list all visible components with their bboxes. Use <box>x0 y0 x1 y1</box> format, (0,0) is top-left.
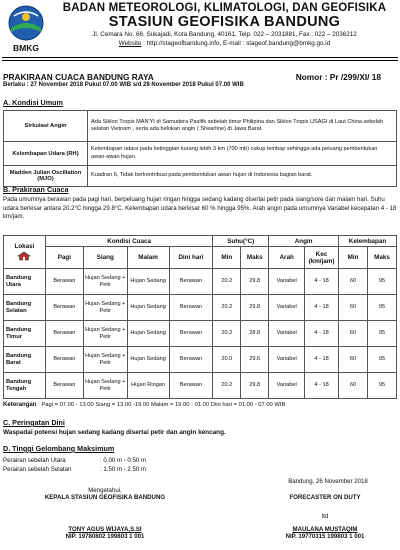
cell-suhu-maks: 29.8 <box>241 269 269 295</box>
left-signature-block <box>20 487 190 501</box>
cell-siang: Hujan Sedang + Petir <box>83 321 127 347</box>
cell-pagi: Berawan <box>45 373 83 399</box>
cell-rh-maks: 95 <box>367 269 396 295</box>
cell-location: Bandung Utara <box>4 269 46 295</box>
cell-siang: Hujan Sedang + Petir <box>83 295 127 321</box>
condition-value: Kelembapan udara pada ketinggian kurang lebih 3 km (700 mb) cukup lembap sehingga ada peluang pembentukan awan-awan hujan. <box>88 142 397 166</box>
cell-kecepatan-angin: 4 - 18 <box>305 321 339 347</box>
cell-rh-maks: 95 <box>367 347 396 373</box>
cell-pagi: Berawan <box>45 295 83 321</box>
agency-name: BADAN METEOROLOGI, KLIMATOLOGI, DAN GEOFISIKA <box>62 2 387 14</box>
header-lokasi-label: Lokasi <box>14 243 35 250</box>
cell-rh-maks: 95 <box>367 321 396 347</box>
table-row <box>4 111 397 142</box>
wave-label: Perairan sebelah Selatan <box>3 466 72 473</box>
legend-text: : Pagi = 07.00 - 13.00 Siang = 13.00 -19.00 Malam = 19.00 - 01.00 Dini hari = 01.00 - 07.00 WIB <box>38 402 286 408</box>
cell-location: Bandung Tengah <box>4 373 46 399</box>
cell-dini-hari: Berawan <box>169 321 213 347</box>
left-greeting: Mengetahui, <box>88 487 122 494</box>
cell-dini-hari: Berawan <box>169 373 213 399</box>
right-title: FORECASTER ON DUTY <box>289 494 361 501</box>
table-header-row <box>4 236 397 247</box>
cell-malam: Hujan Sedang <box>127 295 169 321</box>
cell-malam: Hujan Ringan <box>127 373 169 399</box>
cell-suhu-maks: 29.8 <box>241 373 269 399</box>
cell-kecepatan-angin: 4 - 18 <box>305 295 339 321</box>
header-angin: Angin <box>269 236 339 247</box>
cell-dini-hari: Berawan <box>169 347 213 373</box>
wave-value: : 0.00 m - 0.50 m <box>100 457 147 464</box>
cell-arah-angin: Variabel <box>269 295 305 321</box>
cell-arah-angin: Variabel <box>269 269 305 295</box>
cell-suhu-min: 20.2 <box>213 373 241 399</box>
address-line: Jl. Cemara No. 66, Sukajadi, Kota Bandung, 40161, Telp. 022 – 2031881, Fax : 022 – 2036212 <box>92 31 357 38</box>
website-label: Website <box>118 39 142 47</box>
header-siang: Siang <box>83 247 127 269</box>
cell-pagi: Berawan <box>45 269 83 295</box>
wave-value: : 1.50 m - 2.50 m <box>100 466 147 473</box>
cell-rh-min: 60 <box>339 373 368 399</box>
condition-label: Sirkulasi Angin <box>4 111 88 142</box>
wave-row-south <box>3 466 147 473</box>
section-a-heading: A. Kondisi Umum <box>3 98 63 107</box>
cell-suhu-min: 20.0 <box>213 347 241 373</box>
cell-pagi: Berawan <box>45 321 83 347</box>
header-arah: Arah <box>269 247 305 269</box>
cell-arah-angin: Variabel <box>269 347 305 373</box>
header-suhu: Suhu(°C) <box>213 236 269 247</box>
condition-value: Ada Siklon Tropis MAN'YI di Samudera Pasifik sebelah timur Philipina dan Siklon Tropis USAGI di Laut China sebelah selatan Vietnam , serta ada belokan angin ( Shearline) di Jawa Barat. <box>88 111 397 142</box>
svg-text:BMKG: BMKG <box>13 43 39 53</box>
header-kondisi-cuaca: Kondisi Cuaca <box>45 236 212 247</box>
table-subheader-row <box>4 247 397 269</box>
table-row <box>4 373 397 399</box>
condition-label: Madden Julian Oscillation (MJO) <box>4 166 88 187</box>
cell-suhu-min: 20.2 <box>213 321 241 347</box>
right-nip: NIP. 19770315 199803 1 001 <box>285 533 365 540</box>
cell-location: Bandung Timur <box>4 321 46 347</box>
cell-malam: Hujan Sedang <box>127 321 169 347</box>
header-suhu-maks: Maks <box>241 247 269 269</box>
cell-pagi: Berawan <box>45 347 83 373</box>
cell-suhu-maks: 29.8 <box>241 295 269 321</box>
cell-malam: Hujan Sedang <box>127 269 169 295</box>
website-text[interactable]: : http://stageofbandung.info, E-mail : stageof.bandung@bmkg.go.id <box>143 39 331 47</box>
cell-rh-maks: 95 <box>367 295 396 321</box>
cell-kecepatan-angin: 4 - 18 <box>305 373 339 399</box>
wave-label: Perairan sebelah Utara <box>3 457 66 464</box>
cell-malam: Hujan Sedang <box>127 347 169 373</box>
table-row <box>4 269 397 295</box>
section-d-heading: D. Tinggi Gelombang Maksimum <box>3 444 115 453</box>
station-address <box>52 31 397 48</box>
cell-location: Bandung Barat <box>4 347 46 373</box>
table-row <box>4 166 397 187</box>
cell-suhu-maks: 28.8 <box>241 321 269 347</box>
cell-siang: Hujan Sedang + Petir <box>83 373 127 399</box>
cell-location: Bandung Selatan <box>4 295 46 321</box>
left-title: KEPALA STASIUN GEOFISIKA BANDUNG <box>44 494 166 501</box>
cell-dini-hari: Berawan <box>169 295 213 321</box>
station-name: STASIUN GEOFISIKA BANDUNG <box>108 14 341 30</box>
header-rule <box>2 57 398 58</box>
header-malam: Malam <box>127 247 169 269</box>
table-row <box>4 295 397 321</box>
forecast-title-text: PRAKIRAAN CUACA BANDUNG RAYA <box>3 72 154 82</box>
header-rh-maks: Maks <box>367 247 396 269</box>
forecast-table <box>3 235 397 399</box>
general-conditions-table <box>3 110 397 187</box>
right-name: MAULANA MUSTAQIM <box>292 526 358 533</box>
cell-rh-min: 60 <box>339 295 368 321</box>
validity-period: Berlaku : 27 November 2018 Pukul 07.00 WIB s/d 28 November 2018 Pukul 07.00 WIB <box>3 82 244 88</box>
cell-arah-angin: Variabel <box>269 321 305 347</box>
section-b-heading: B. Prakiraan Cuaca <box>3 185 69 194</box>
cell-kecepatan-angin: 4 - 18 <box>305 269 339 295</box>
header-pagi: Pagi <box>45 247 83 269</box>
cell-suhu-min: 20.2 <box>213 295 241 321</box>
condition-label: Kelembapan Udara (RH) <box>4 142 88 166</box>
forecast-summary: Pada umumnya berawan pada pagi hari, berpeluang hujan ringan hingga sedang kadang disertai petir pada siang/sore dan malam hari. Suhu udara berkisar antara 20.2°C hingga 29.8°C. Kelembapan udara berkisar 60 % hingga 95%. Arah angin pada umumnya Variabel kecepatan 4 - 18 km/jam. <box>3 196 397 220</box>
cell-arah-angin: Variabel <box>269 373 305 399</box>
cell-suhu-min: 20.2 <box>213 269 241 295</box>
header-rule-thin <box>2 60 398 61</box>
cell-siang: Hujan Sedang + Petir <box>83 347 127 373</box>
left-signatory <box>20 526 190 540</box>
cell-siang: Hujan Sedang + Petir <box>83 269 127 295</box>
document-number: Nomor : Pr /299/XI/ 18 <box>295 72 381 82</box>
cell-dini-hari: Berawan <box>169 269 213 295</box>
bmkg-logo <box>5 4 47 54</box>
letterhead <box>0 0 400 60</box>
cell-rh-min: 60 <box>339 321 368 347</box>
header-kelembapan: Kelembapan <box>339 236 397 247</box>
header-dini-hari: Dini hari <box>169 247 213 269</box>
header-suhu-min: Min <box>213 247 241 269</box>
cell-kecepatan-angin: 4 - 18 <box>305 347 339 373</box>
header-kecepatan: Kec (km/jam) <box>305 247 339 269</box>
forecast-rows <box>4 269 397 399</box>
left-name: TONY AGUS WIJAYA,S.SI <box>68 526 142 533</box>
left-nip: NIP. 19780802 199803 1 001 <box>65 533 145 540</box>
condition-value: Kuadran 6, Tidak berkontribusi pada pembentukan awan hujan di Indonesia bagian barat. <box>88 166 397 187</box>
time-legend <box>3 401 397 408</box>
wave-row-north <box>3 457 147 464</box>
cell-rh-min: 60 <box>339 347 368 373</box>
cell-rh-min: 60 <box>339 269 368 295</box>
place-date: Bandung, 26 November 2018 <box>288 478 368 485</box>
table-row <box>4 347 397 373</box>
legend-label: Keterangan <box>3 401 37 408</box>
table-row <box>4 142 397 166</box>
cell-suhu-maks: 29.6 <box>241 347 269 373</box>
house-icon <box>17 251 31 261</box>
early-warning-text: Waspadai potensi hujan sedang kadang disertai petir dan angin kencang. <box>3 429 226 436</box>
forecast-title <box>3 72 397 82</box>
header-lokasi <box>4 236 46 269</box>
table-row <box>4 321 397 347</box>
cell-rh-maks: 95 <box>367 373 396 399</box>
header-rh-min: Min <box>339 247 368 269</box>
section-c-heading: C. Peringatan Dini <box>3 418 65 427</box>
website-line <box>52 40 397 49</box>
right-ttd-mark: ttd <box>321 513 329 520</box>
right-signatory <box>260 526 390 540</box>
right-signature-block <box>260 494 390 501</box>
